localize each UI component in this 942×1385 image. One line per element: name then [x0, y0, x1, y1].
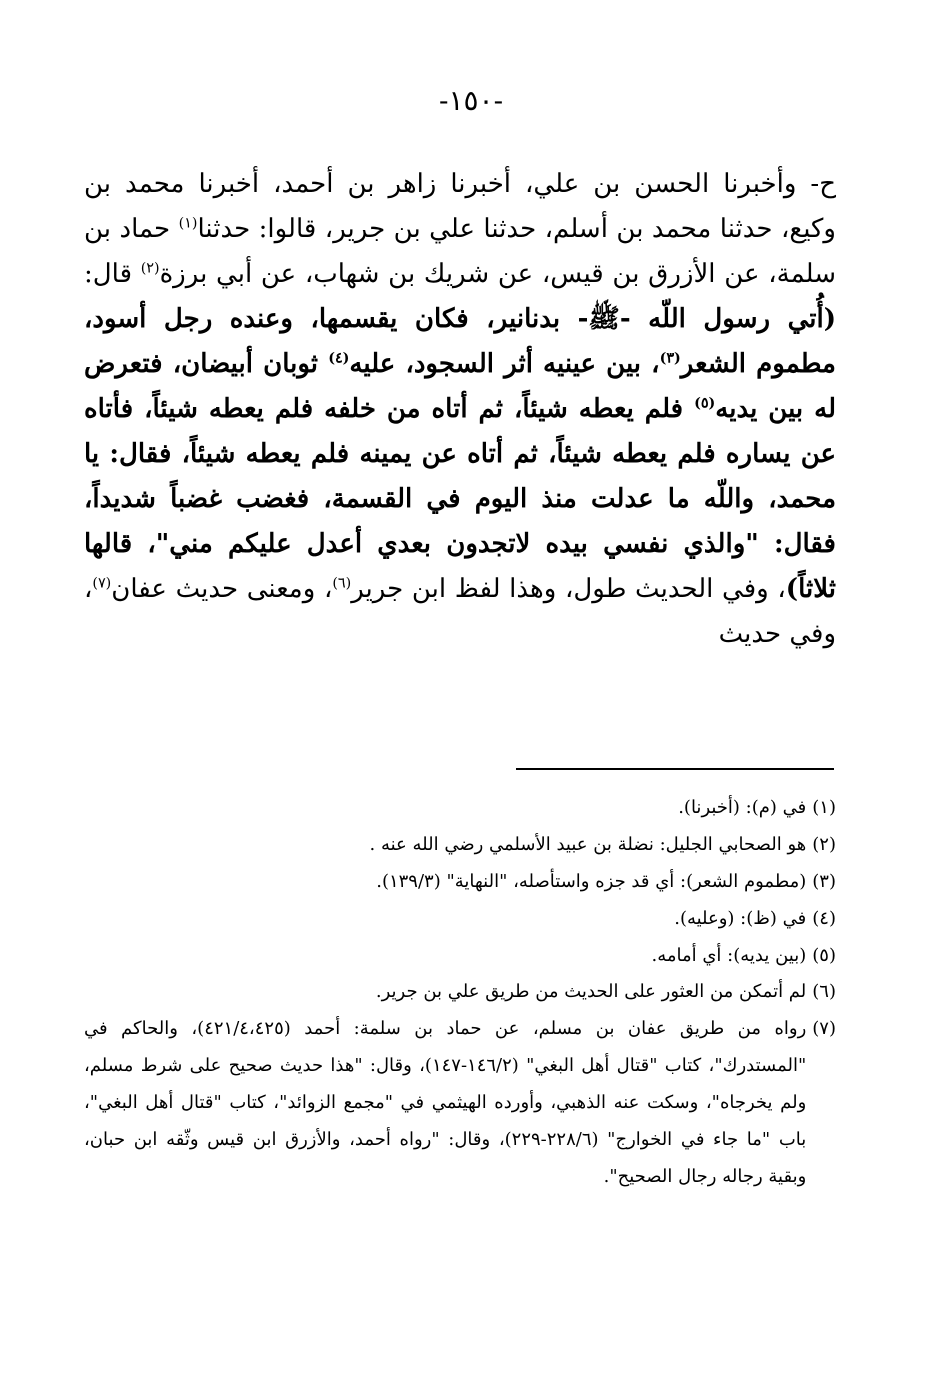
footnote-text: في (م): (أخبرنا).	[678, 797, 807, 818]
hadith-text: (أُتي رسول اللّه -ﷺ- بدنانير، فكان يقسمها، وعنده رجل أسود، مطموم الشعر	[84, 303, 836, 379]
text-segment: ، ومعنى حديث عفان	[111, 573, 333, 604]
page-number: -١٥٠-	[438, 84, 504, 117]
text-segment: ح- وأخبرنا الحسن بن علي، أخبرنا زاهر بن أحمد، أخبرنا محمد بن وكيع، حدثنا محمد بن أسلم، حدثنا علي بن جرير، قالوا: حدثنا	[84, 169, 836, 244]
footnote-text: رواه من طريق عفان بن مسلم، عن حماد بن سلمة: أحمد (٤٢١/٤،٤٢٥)، والحاكم في "المستدرك"، كتاب "قتال أهل البغي" (١٤٦/٢-١٤٧)، وقال: "هذا حديث صحيح على شرط مسلم، ولم يخرجاه"، وسكت عنه الذهبي، وأورده الهيثمي في "مجمع الزوائد"، كتاب "قتال أهل البغي"، باب "ما جاء في الخوارج" (٢٢٨/٦-٢٢٩)، وقال: "رواه أحمد، والأزرق ابن قيس وثّقه ابن حبان، وبقية رجاله رجال الصحيح".	[84, 1018, 807, 1187]
footnote-item	[84, 901, 836, 938]
footnote-item	[84, 938, 836, 975]
hadith-text: ، بين عينيه أثر السجود، عليه	[349, 348, 660, 379]
footnote-divider	[516, 768, 834, 770]
text-segment: ، وفي حديث	[84, 573, 836, 649]
footnote-number: (١)	[812, 797, 836, 818]
footnote-number: (٧)	[812, 1018, 836, 1040]
footnote-item	[84, 1011, 836, 1195]
footnote-ref: (٥)	[694, 395, 716, 412]
footnote-text: (بين يديه): أي أمامه.	[651, 944, 807, 966]
text-segment: حماد بن سلمة، عن الأزرق بن قيس، عن شريك بن شهاب، عن أبي برزة	[84, 213, 836, 289]
footnote-item	[84, 827, 836, 864]
footnote-item	[84, 974, 836, 1011]
footnote-ref: (٧)	[92, 575, 112, 592]
footnote-item	[84, 864, 836, 901]
footnote-ref: (٤)	[328, 350, 350, 367]
main-text	[84, 162, 836, 657]
text-segment: قال:	[84, 258, 141, 289]
footnote-ref: (١)	[178, 215, 198, 232]
footnote-number: (٦)	[812, 981, 836, 1003]
footnote-text: (مطموم الشعر): أي قد جزه واستأصله، "النهاية" (١٣٩/٣).	[376, 870, 807, 892]
footnote-text: في (ظ): (وعليه).	[674, 907, 807, 929]
footnote-item	[84, 790, 836, 827]
hadith-text: ثوبان أبيضان، فتعرض له بين يديه	[84, 348, 836, 424]
hadith-text: فلم يعطه شيئاً، ثم أتاه من خلفه فلم يعطه شيئاً، فأتاه عن يساره فلم يعطه شيئاً، ثم أتاه عن يمينه فلم يعطه شيئاً، فقال: يا محمد، واللّه ما عدلت منذ اليوم في القسمة، فغضب غضباً شديداً، فقال: "والذي نفسي بيده لاتجدون بعدي أعدل عليكم مني"، قالها ثلاثاً)	[84, 393, 836, 604]
text-segment: ، وفي الحديث طول، وهذا لفظ ابن جرير	[351, 573, 786, 604]
footnote-number: (٤)	[812, 907, 836, 929]
footnote-number: (٥)	[812, 944, 836, 966]
footnote-text: لم أتمكن من العثور على الحديث من طريق علي بن جرير.	[375, 981, 807, 1003]
footnote-ref: (٢)	[140, 260, 160, 277]
footnote-number: (٣)	[812, 870, 836, 892]
footnote-text: هو الصحابي الجليل: نضلة بن عبيد الأسلمي رضي الله عنه .	[369, 833, 807, 855]
footnote-ref: (٣)	[659, 350, 681, 367]
footnote-ref: (٦)	[332, 575, 352, 592]
footnotes	[84, 790, 836, 1196]
footnote-number: (٢)	[812, 833, 836, 855]
